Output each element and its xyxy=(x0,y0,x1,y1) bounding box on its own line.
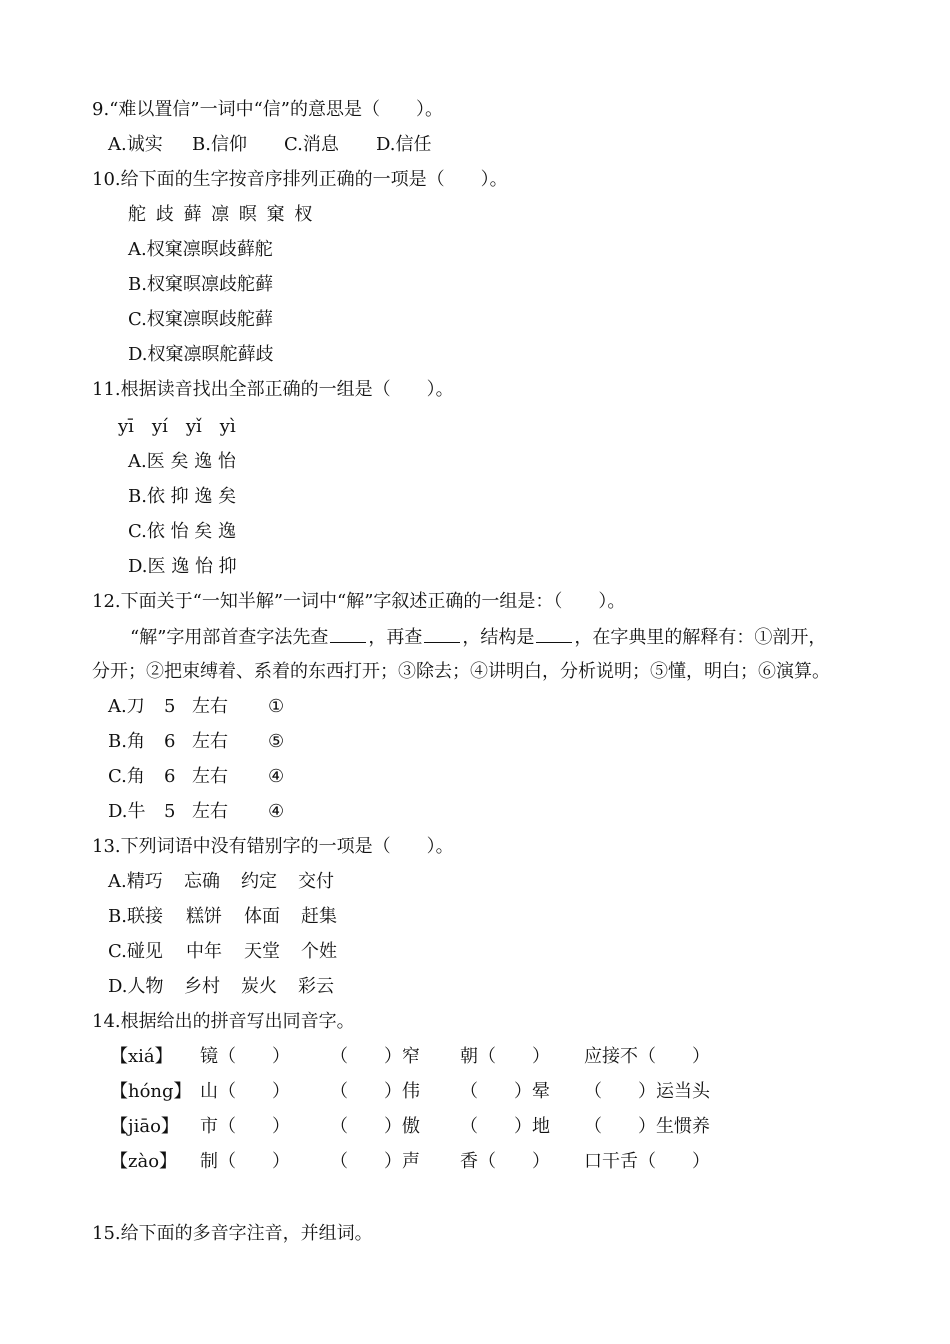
fill-item: 朝（ ） xyxy=(460,1046,550,1067)
question-10-option-c: C.杈窠凛暝歧舵藓 xyxy=(128,309,273,330)
fill-item: 应接不（ ） xyxy=(584,1046,710,1067)
question-12-text-1: “解”字用部首查字法先查 xyxy=(130,627,329,648)
fill-item: 制（ ） xyxy=(200,1151,290,1172)
question-11-pinyin: yī yí yǐ yì xyxy=(118,416,236,437)
fill-item: 山（ ） xyxy=(200,1081,290,1102)
fill-item: （ ）运当头 xyxy=(584,1081,710,1102)
pinyin-label: 【hóng】 xyxy=(110,1081,192,1102)
question-14-stem: 14.根据给出的拼音写出同音字。 xyxy=(92,1011,355,1032)
pinyin-label: 【xiá】 xyxy=(110,1046,173,1067)
question-12-text-2: ，再查 xyxy=(368,627,423,648)
question-12-definitions: 分开；②把束缚着、系着的东西打开；③除去；④讲明白，分析说明；⑤懂，明白；⑥演算。 xyxy=(92,661,830,682)
question-13-stem: 13.下列词语中没有错别字的一项是（ ）。 xyxy=(92,836,454,857)
question-13-option-c: C.碰见 中年 天堂 个姓 xyxy=(108,941,337,962)
fill-item: （ ）声 xyxy=(330,1151,420,1172)
structure-blank[interactable] xyxy=(536,624,572,643)
question-9-option-a: A.诚实 xyxy=(108,134,163,155)
pinyin-label: 【zào】 xyxy=(110,1151,178,1172)
fill-item: 市（ ） xyxy=(200,1116,290,1137)
fill-item: （ ）生惯养 xyxy=(584,1116,710,1137)
question-9-option-b: B.信仰 xyxy=(192,134,247,155)
question-11-option-b: B.依 抑 逸 矣 xyxy=(128,486,237,507)
fill-item: （ ）傲 xyxy=(330,1116,420,1137)
question-10-option-b: B.杈窠暝凛歧舵藓 xyxy=(128,274,273,295)
fill-item: 口干舌（ ） xyxy=(584,1151,710,1172)
fill-item: 香（ ） xyxy=(460,1151,550,1172)
question-12-option-a: A.刀 5 左右 ① xyxy=(108,696,285,717)
question-9-option-d: D.信任 xyxy=(376,134,432,155)
question-12-option-c: C.角 6 左右 ④ xyxy=(108,766,285,787)
radical-blank[interactable] xyxy=(330,624,366,643)
question-12-text-3: ，结构是 xyxy=(462,627,535,648)
question-9-option-c: C.消息 xyxy=(284,134,339,155)
question-10-stem: 10.给下面的生字按音序排列正确的一项是（ ）。 xyxy=(92,169,508,190)
question-13-option-b: B.联接 糕饼 体面 赶集 xyxy=(108,906,337,927)
fill-item: （ ）窄 xyxy=(330,1046,420,1067)
question-12-option-d: D.牛 5 左右 ④ xyxy=(108,801,285,822)
fill-item: （ ）地 xyxy=(460,1116,550,1137)
question-11-option-c: C.依 怡 矣 逸 xyxy=(128,521,237,542)
question-11-option-a: A.医 矣 逸 怡 xyxy=(128,451,236,472)
question-12-stem: 12.下面关于“一知半解”一词中“解”字叙述正确的一组是：（ ）。 xyxy=(92,591,626,612)
question-12-text-4: ，在字典里的解释有：①剖开， xyxy=(574,627,827,648)
fill-item: 镜（ ） xyxy=(200,1046,290,1067)
question-10-option-d: D.杈窠凛暝舵藓歧 xyxy=(128,344,274,365)
question-10-option-a: A.杈窠凛暝歧藓舵 xyxy=(128,239,273,260)
fill-item: （ ）伟 xyxy=(330,1081,420,1102)
question-13-option-d: D.人物 乡村 炭火 彩云 xyxy=(108,976,334,997)
stroke-count-blank[interactable] xyxy=(424,624,460,643)
question-11-option-d: D.医 逸 怡 抑 xyxy=(128,556,237,577)
question-13-option-a: A.精巧 忘确 约定 交付 xyxy=(108,871,334,892)
question-12-paragraph xyxy=(130,624,826,651)
question-10-chars: 舵 歧 藓 凛 暝 窠 杈 xyxy=(128,204,315,225)
question-12-option-b: B.角 6 左右 ⑤ xyxy=(108,731,285,752)
pinyin-label: 【jiāo】 xyxy=(110,1116,179,1137)
question-15-stem: 15.给下面的多音字注音，并组词。 xyxy=(92,1223,373,1244)
question-9-stem: 9.“难以置信”一词中“信”的意思是（ ）。 xyxy=(92,99,443,120)
question-11-stem: 11.根据读音找出全部正确的一组是（ ）。 xyxy=(92,379,454,400)
fill-item: （ ）晕 xyxy=(460,1081,550,1102)
